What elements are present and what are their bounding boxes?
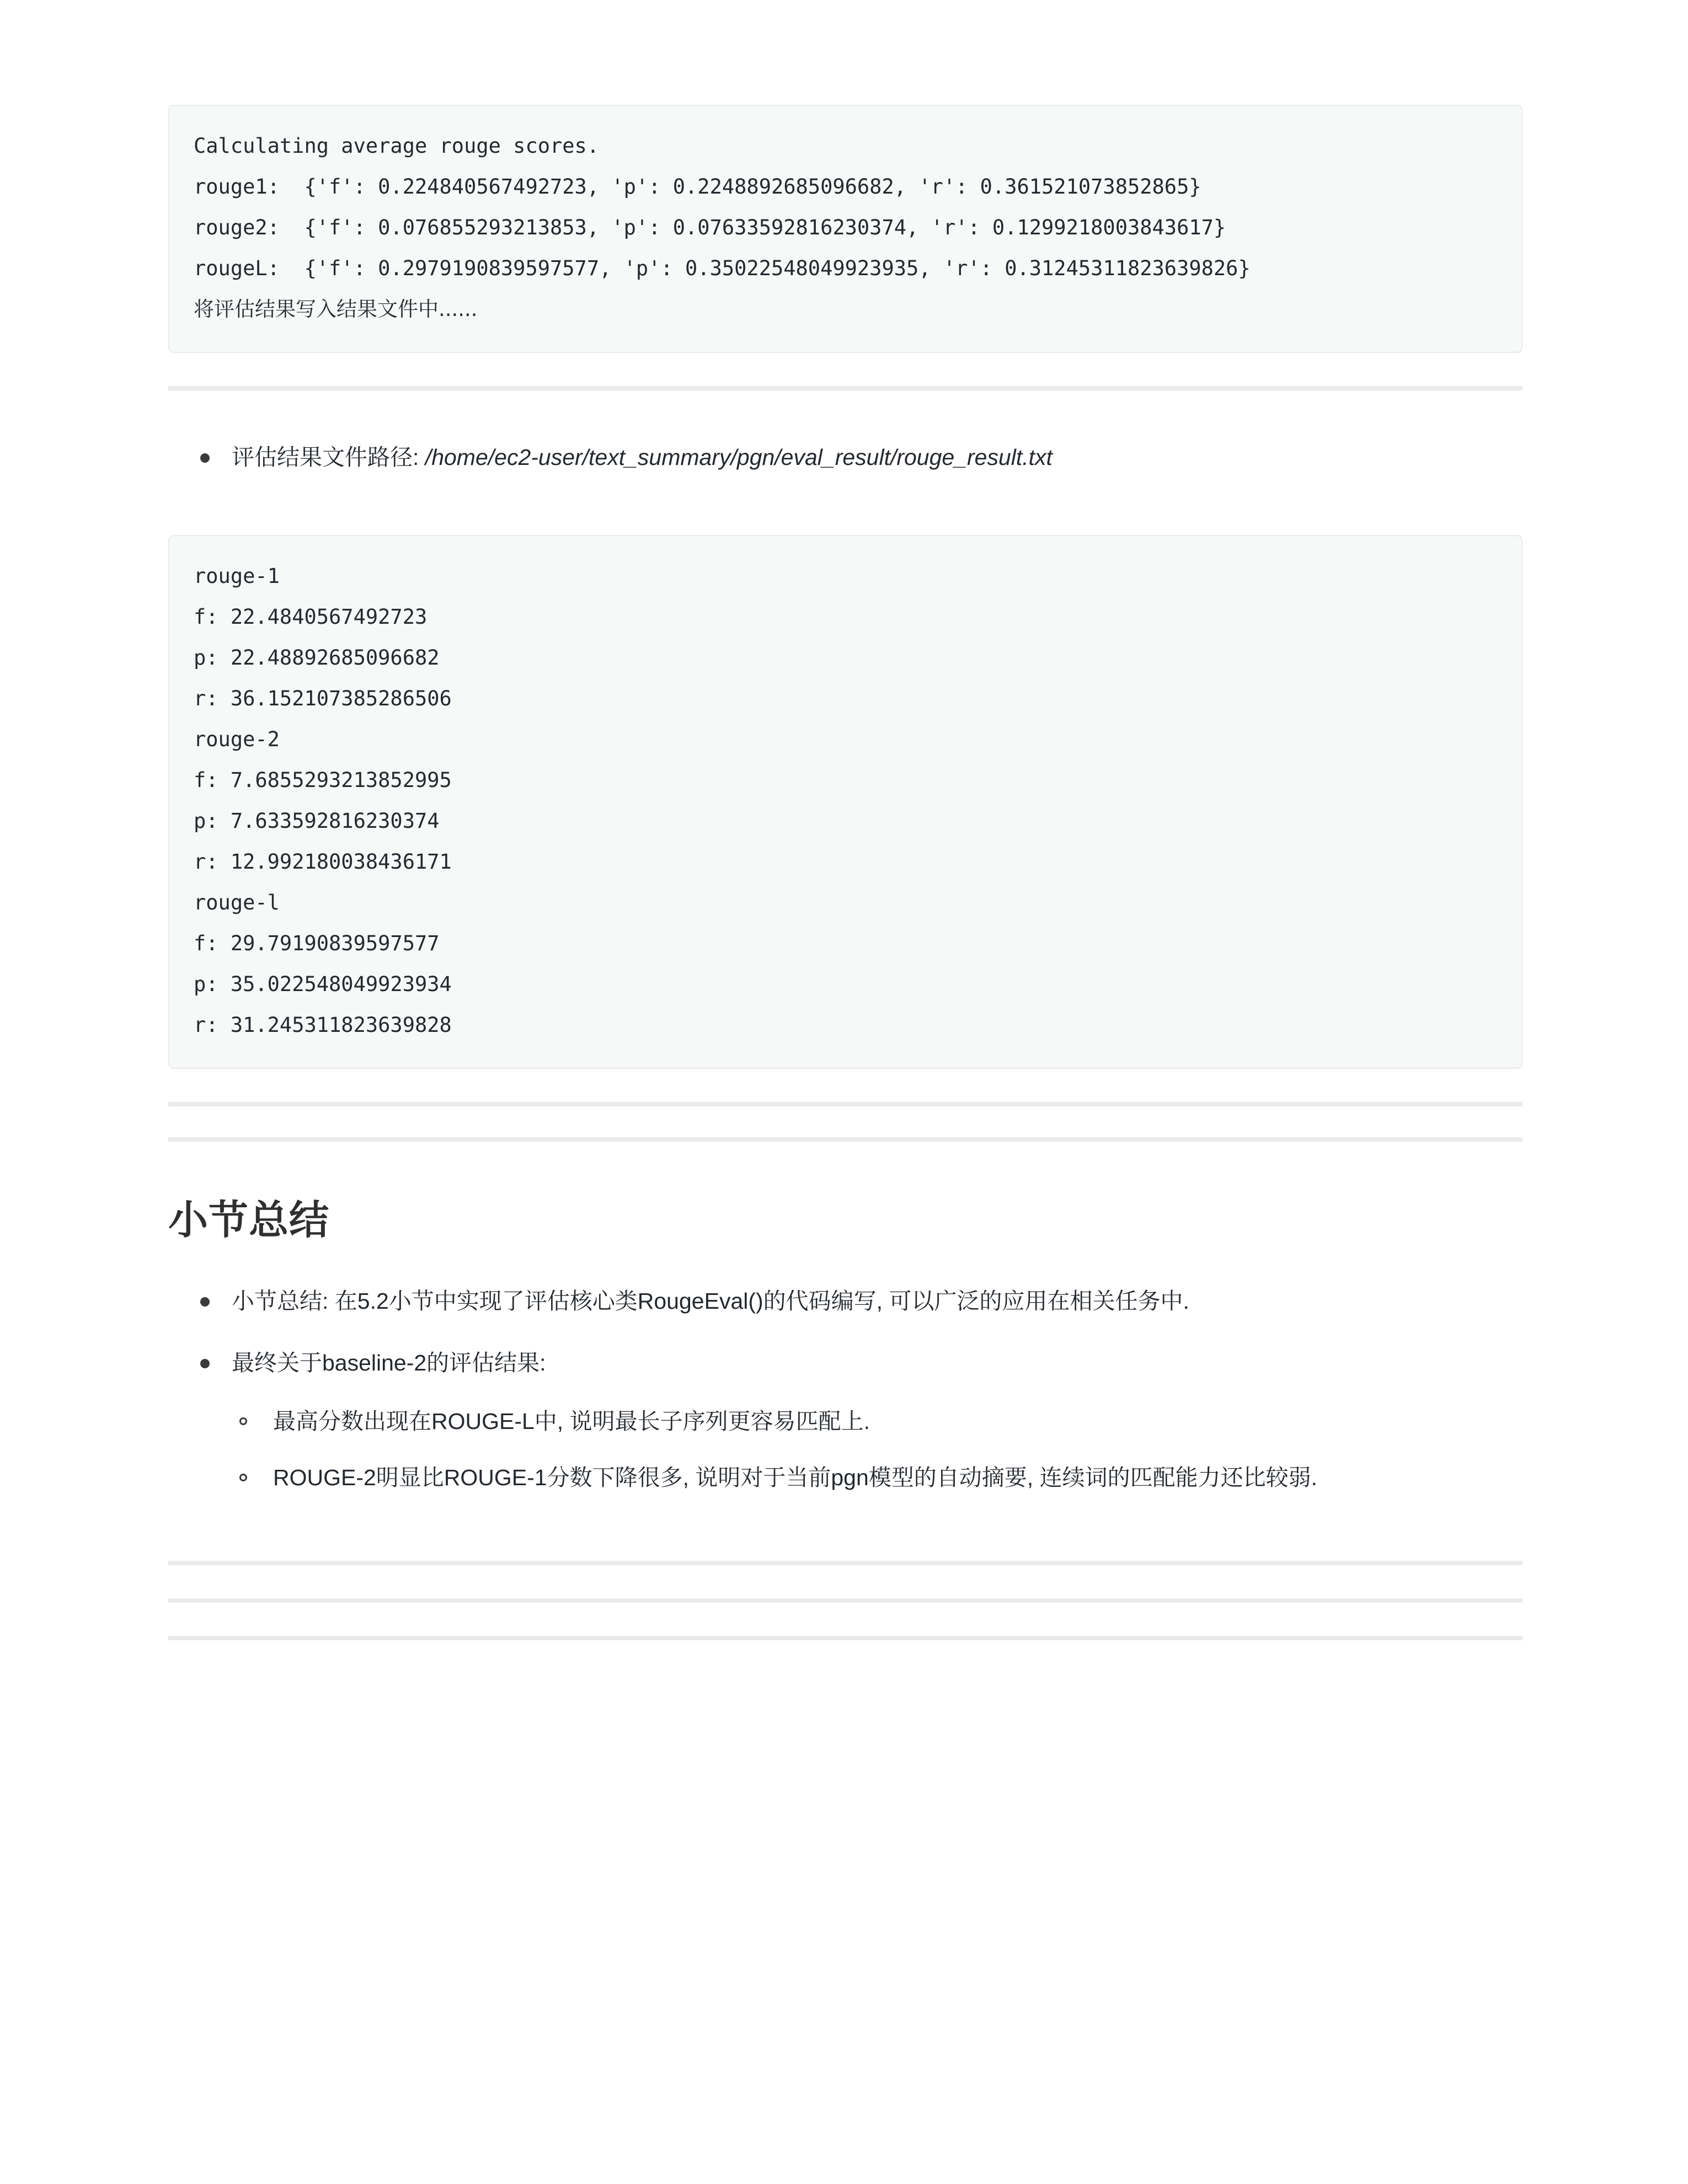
bullet-disc-icon	[200, 1297, 210, 1307]
result-path-label: 评估结果文件路径:	[232, 445, 425, 470]
spacer	[168, 1069, 1523, 1102]
bullet-circle-icon	[239, 1474, 247, 1481]
list-item	[168, 1346, 1523, 1495]
code-line: rouge-l	[194, 891, 280, 914]
bullet-disc-icon	[200, 453, 210, 463]
section-divider	[168, 1636, 1523, 1640]
list-item-label: 小节总结: 在5.2小节中实现了评估核心类RougeEval()的代码编写, 可以广泛的应用在相关任务中.	[232, 1288, 1189, 1314]
code-line: f: 22.4840567492723	[194, 605, 428, 629]
section-divider	[168, 1137, 1523, 1142]
spacer	[168, 1106, 1523, 1137]
section-divider	[168, 1598, 1523, 1603]
list-item-result-path	[168, 440, 1523, 474]
code-line: Calculating average rouge scores.	[194, 134, 600, 158]
code-line: f: 29.79190839597577	[194, 932, 440, 955]
code-line: p: 22.48892685096682	[194, 646, 440, 670]
code-line: p: 35.022548049923934	[194, 972, 452, 996]
bullet-disc-icon	[200, 1359, 210, 1368]
list-item	[168, 1284, 1523, 1318]
section-divider	[168, 1561, 1523, 1565]
code-line: rouge1: {'f': 0.224840567492723, 'p': 0.2248892685096682, 'r': 0.361521073852865}	[194, 175, 1201, 199]
spacer	[168, 390, 1523, 440]
page-title: 小节总结	[168, 1198, 330, 1243]
code-line: rougeL: {'f': 0.2979190839597577, 'p': 0.35022548049923935, 'r': 0.31245311823639826}	[194, 256, 1251, 280]
sub-list-item	[232, 1404, 1523, 1438]
section-divider	[168, 1102, 1523, 1106]
spacer	[168, 1142, 1523, 1197]
code-line: rouge-2	[194, 727, 280, 751]
spacer	[168, 353, 1523, 386]
sub-list-item-label: 最高分数出现在ROUGE-L中, 说明最长子序列更容易匹配上.	[273, 1409, 870, 1434]
code-block-result-file	[168, 535, 1523, 1069]
bullet-circle-icon	[239, 1417, 247, 1425]
sub-list-item	[232, 1460, 1523, 1495]
code-line: r: 36.152107385286506	[194, 687, 452, 710]
spacer	[168, 474, 1523, 535]
spacer	[168, 1603, 1523, 1636]
code-block-average-scores	[168, 105, 1523, 353]
code-line: p: 7.633592816230374	[194, 809, 440, 833]
result-path-list	[168, 440, 1523, 474]
code-line: r: 31.245311823639828	[194, 1013, 452, 1037]
code-line: f: 7.6855293213852995	[194, 768, 452, 792]
sub-list-item-label: ROUGE-2明显比ROUGE-1分数下降很多, 说明对于当前pgn模型的自动摘要, 连续词的匹配能力还比较弱.	[273, 1465, 1317, 1490]
section-divider	[168, 386, 1523, 390]
summary-sublist	[232, 1404, 1523, 1495]
code-line: 将评估结果写入结果文件中......	[194, 297, 478, 321]
code-line: rouge-1	[194, 564, 280, 588]
spacer	[168, 1244, 1523, 1284]
list-item-label: 最终关于baseline-2的评估结果:	[232, 1350, 546, 1375]
spacer	[168, 1565, 1523, 1598]
code-line: rouge2: {'f': 0.076855293213853, 'p': 0.07633592816230374, 'r': 0.1299218003843617}	[194, 216, 1226, 239]
result-path-value: /home/ec2-user/text_summary/pgn/eval_result/rouge_result.txt	[425, 445, 1053, 470]
code-line: r: 12.992180038436171	[194, 850, 452, 874]
spacer	[168, 1495, 1523, 1561]
summary-list	[168, 1284, 1523, 1495]
